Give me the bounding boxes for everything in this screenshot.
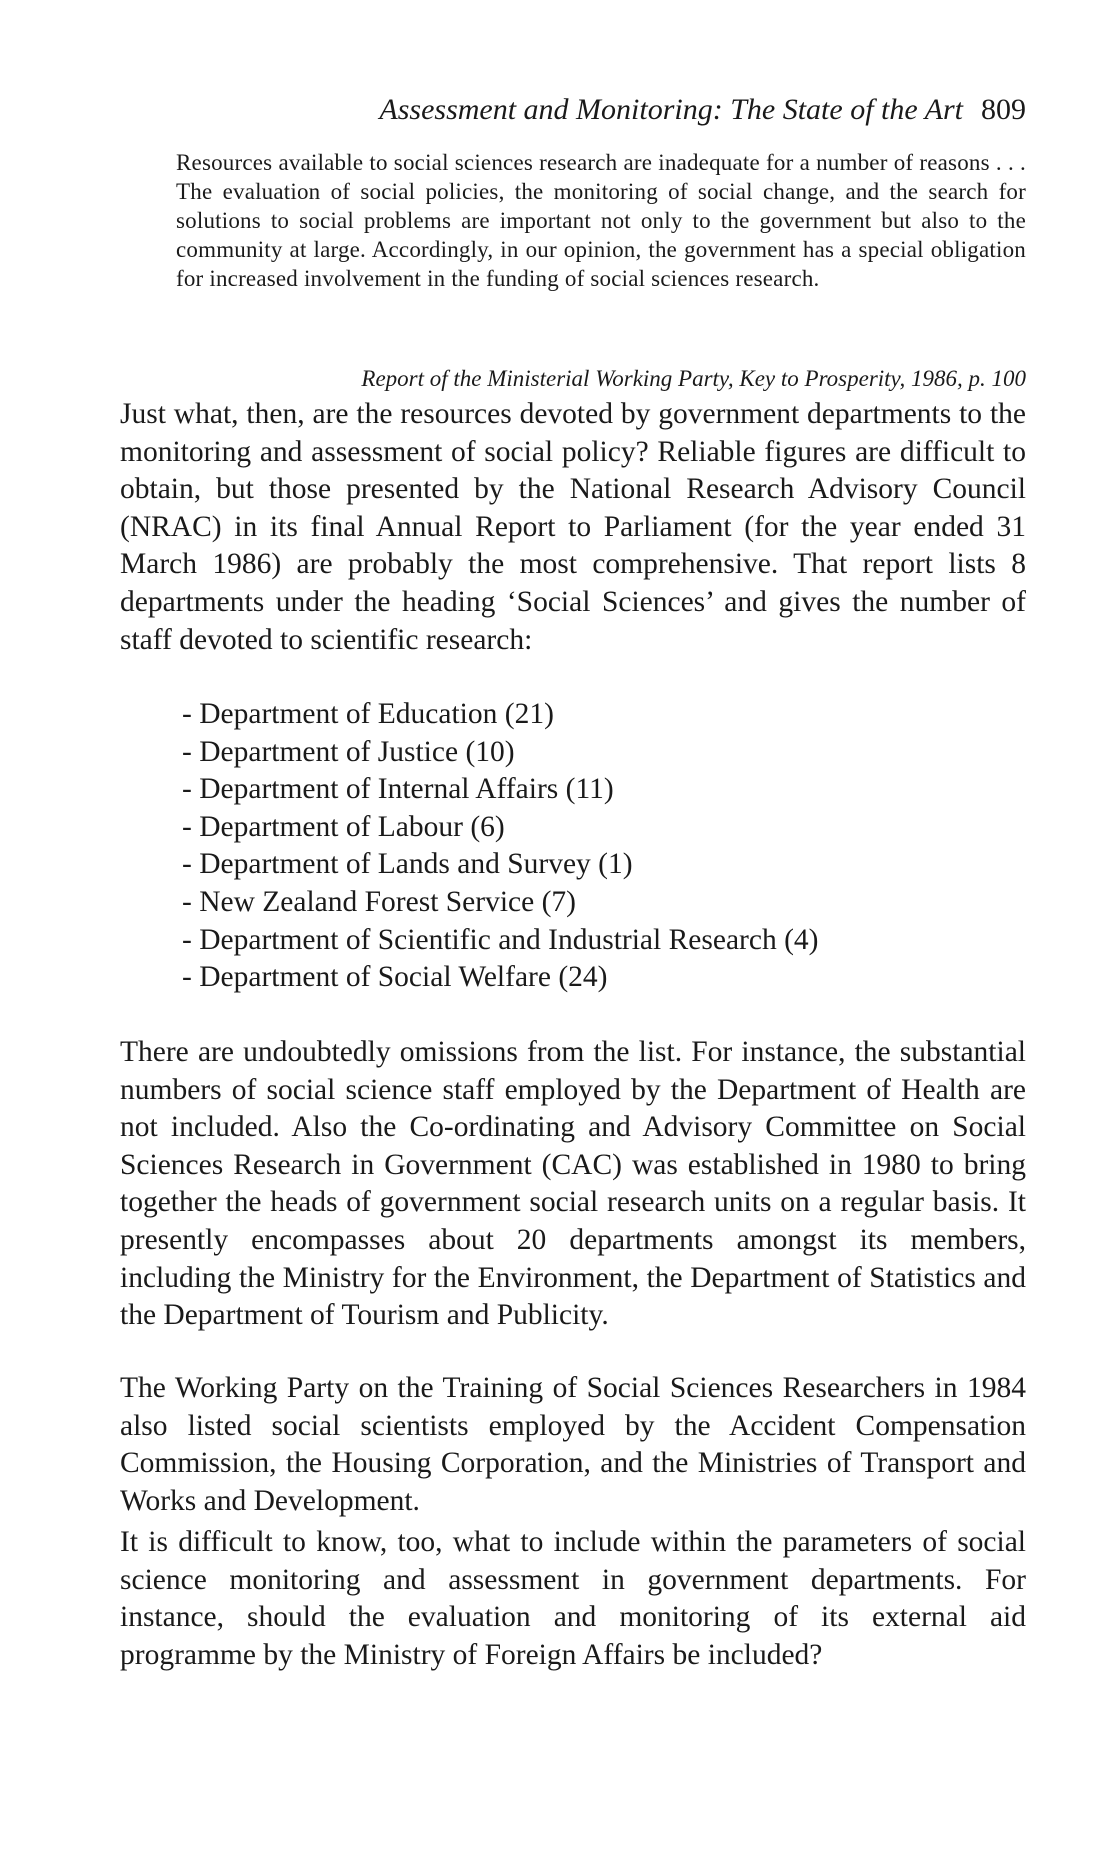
paragraph-4-text: It is difficult to know, too, what to include within the parameters of social science monitoring and assessment in government departments. For instance, should the evaluation and monitoring of its external aid programme by the Ministry of Foreign Affairs be included? — [120, 1526, 1026, 1671]
department-list — [182, 696, 982, 997]
epigraph-citation: Report of the Ministerial Working Party, Key to Prosperity, 1986, p. 100 — [361, 366, 1026, 391]
paragraph-3 — [120, 1370, 1026, 1520]
list-item: - Department of Justice (10) — [182, 734, 982, 772]
list-item: - Department of Lands and Survey (1) — [182, 846, 982, 884]
paragraph-2 — [120, 1034, 1026, 1335]
running-head — [120, 92, 1026, 128]
paragraph-1 — [120, 396, 1026, 659]
list-item: - Department of Social Welfare (24) — [182, 959, 982, 997]
list-item: - Department of Education (21) — [182, 696, 982, 734]
paragraph-3-text: The Working Party on the Training of Social Sciences Researchers in 1984 also listed social scientists employed by the Accident Compensation Commission, the Housing Corporation, and the Ministries of Transport and Works and Development. — [120, 1372, 1026, 1517]
page-number: 809 — [981, 93, 1026, 126]
epigraph — [176, 148, 1026, 293]
paragraph-2-text: There are undoubtedly omissions from the list. For instance, the substantial numbers of social science staff employed by the Department of Health are not included. Also the Co-ordinating and Advisory Committee on Social Sciences Research in Government (CAC) was established in 1980 to bring together the heads of government social research units on a regular basis. It presently encompasses about 20 departments amongst its members, including the Ministry for the Environment, the Department of Statistics and the Department of Tourism and Publicity. — [120, 1036, 1026, 1332]
running-head-title: Assessment and Monitoring: The State of the Art — [379, 93, 963, 126]
paragraph-4 — [120, 1524, 1026, 1674]
list-item: - Department of Scientific and Industrial Research (4) — [182, 922, 982, 960]
epigraph-text: Resources available to social sciences research are inadequate for a number of reasons . . . The evaluation of social policies, the monitoring of social change, and the search for solutions to social problems are important not only to the government but also to the community at large. Accordingly, in our opinion, the government has a special obligation for increased involvement in the funding of social sciences research. — [176, 150, 1026, 291]
list-item: - Department of Labour (6) — [182, 809, 982, 847]
list-item: - Department of Internal Affairs (11) — [182, 771, 982, 809]
list-item: - New Zealand Forest Service (7) — [182, 884, 982, 922]
paragraph-1-text: Just what, then, are the resources devoted by government departments to the monitoring and assessment of social policy? Reliable figures are difficult to obtain, but those presented by the National Research Advisory Council (NRAC) in its final Annual Report to Parliament (for the year ended 31 March 1986) are probably the most comprehensive. That report lists 8 departments under the heading ‘Social Sciences’ and gives the number of staff devoted to scientific research: — [120, 398, 1026, 656]
